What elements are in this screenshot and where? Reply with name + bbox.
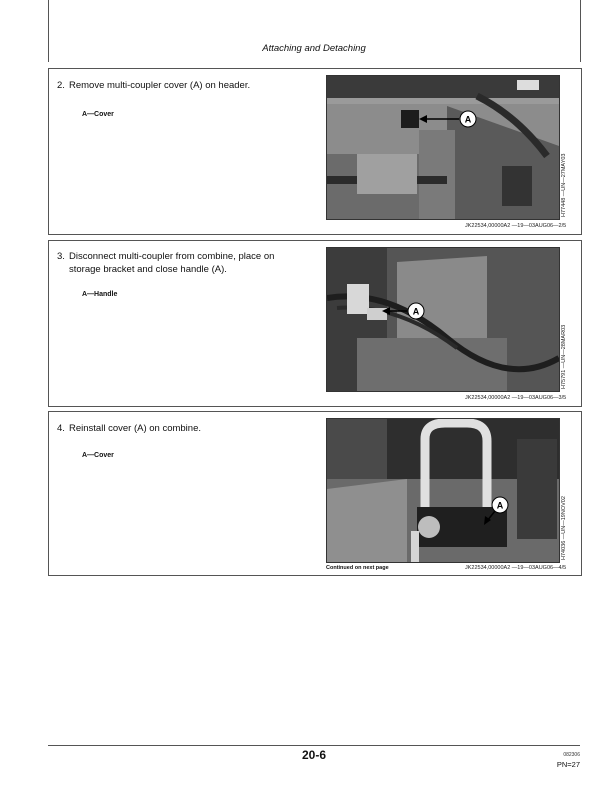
section-title: Attaching and Detaching bbox=[262, 43, 366, 54]
step-number: 4. bbox=[57, 423, 65, 434]
footer-rule bbox=[48, 745, 580, 746]
callout-letter: A bbox=[464, 114, 472, 125]
step-text: Reinstall cover (A) on combine. bbox=[69, 423, 201, 434]
step-instruction bbox=[57, 422, 305, 435]
instruction-panel-2 bbox=[48, 68, 582, 235]
photo-combine-cover bbox=[326, 418, 560, 563]
step-instruction bbox=[57, 250, 305, 276]
step-number: 2. bbox=[57, 80, 65, 91]
page-number: 20-6 bbox=[301, 748, 327, 762]
callout-letter: A bbox=[496, 500, 504, 511]
photo-id: H77448 —UN—27MAY03 bbox=[561, 153, 567, 217]
step-text: Remove multi-coupler cover (A) on header. bbox=[69, 80, 251, 91]
instruction-panel-4 bbox=[48, 411, 582, 576]
callout-letter: A bbox=[412, 306, 420, 317]
print-number: PN=27 bbox=[556, 760, 580, 769]
reference-code: JK22534,00000A2 —19—03AUG06—3/5 bbox=[465, 395, 567, 401]
legend-label: A—Cover bbox=[82, 111, 114, 118]
legend-label: A—Handle bbox=[82, 291, 118, 298]
step-instruction bbox=[57, 79, 305, 92]
reference-code: JK22534,00000A2 —19—03AUG06—2/5 bbox=[465, 223, 567, 229]
photo-storage-bracket-handle bbox=[326, 247, 560, 392]
photo-multi-coupler-cover bbox=[326, 75, 560, 220]
right-margin-rule bbox=[580, 0, 581, 62]
date-code: 082306 bbox=[563, 752, 580, 758]
photo-id: H74036 —UN—19NOV02 bbox=[561, 496, 567, 560]
instruction-panel-3 bbox=[48, 240, 582, 407]
step-number: 3. bbox=[57, 251, 65, 262]
reference-code: JK22534,00000A2 —19—03AUG06—4/5 bbox=[465, 565, 567, 571]
photo-id: H75791 —UN—28MAR03 bbox=[561, 324, 567, 389]
step-text: Disconnect multi-coupler from combine, place on storage bracket and close handle (A). bbox=[69, 251, 275, 275]
legend-label: A—Cover bbox=[82, 452, 114, 459]
continued-note: Continued on next page bbox=[326, 565, 389, 571]
